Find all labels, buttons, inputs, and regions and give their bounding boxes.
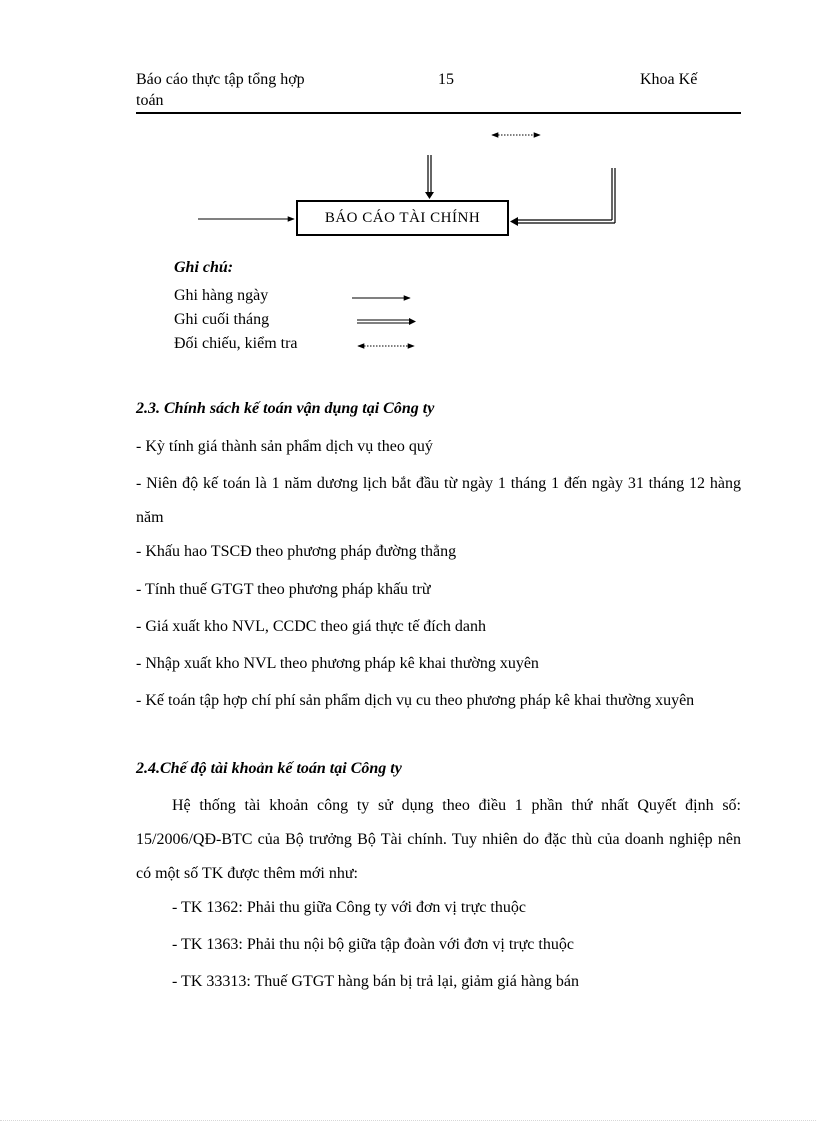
account-item: - TK 33313: Thuế GTGT hàng bán bị trả lại, giảm giá hàng bán xyxy=(172,973,580,990)
header-title-continued: toán xyxy=(136,92,164,109)
policy-item: - Giá xuất kho NVL, CCDC theo giá thực tế đích danh xyxy=(136,618,486,635)
page-bottom-divider xyxy=(0,1120,816,1121)
legend-double-arrow xyxy=(357,318,416,325)
section-heading-2-3: 2.3. Chính sách kế toán vận dụng tại Công ty xyxy=(136,400,435,417)
account-item: - TK 1362: Phải thu giữa Công ty với đơn vị trực thuộc xyxy=(172,899,526,916)
policy-item: - Kế toán tập hợp chí phí sản phẩm dịch vụ cu theo phương pháp kê khai thường xuyên xyxy=(136,692,695,709)
policy-item: - Tính thuế GTGT theo phương pháp khấu trừ xyxy=(136,581,431,598)
legend-item-reconcile: Đối chiếu, kiểm tra xyxy=(174,335,298,352)
policy-item: - Khấu hao TSCĐ theo phương pháp đường thẳng xyxy=(136,543,457,560)
policy-item: - Kỳ tính giá thành sản phẩm dịch vụ theo quý xyxy=(136,438,433,455)
page-number: 15 xyxy=(438,71,454,88)
section-heading-2-4: 2.4.Chế độ tài khoản kế toán tại Công ty xyxy=(136,760,402,777)
legend-title: Ghi chú: xyxy=(174,259,234,276)
double-arrow-down xyxy=(425,155,434,199)
policy-item: - Niên độ kế toán là 1 năm dương lịch bắt đầu từ ngày 1 tháng 1 đến ngày 31 tháng 12 hàng năm xyxy=(136,475,741,526)
account-system-paragraph: Hệ thống tài khoản công ty sử dụng theo điều 1 phần thứ nhất Quyết định số: 15/2006/QĐ-BTC của Bộ trưởng Bộ Tài chính. Tuy nhiên do đặc thù của doanh nghiệp nên có một số TK được thêm mới như: xyxy=(136,797,741,882)
header-title: Báo cáo thực tập tổng hợp xyxy=(136,71,305,88)
account-item: - TK 1363: Phải thu nội bộ giữa tập đoàn với đơn vị trực thuộc xyxy=(172,936,574,953)
policy-item: - Nhập xuất kho NVL theo phương pháp kê khai thường xuyên xyxy=(136,655,539,672)
header-department: Khoa Kế xyxy=(640,71,698,88)
double-elbow-arrow xyxy=(510,168,615,226)
financial-report-box: BÁO CÁO TÀI CHÍNH xyxy=(296,200,509,236)
legend-item-monthly: Ghi cuối tháng xyxy=(174,311,270,328)
legend-item-daily: Ghi hàng ngày xyxy=(174,287,269,304)
